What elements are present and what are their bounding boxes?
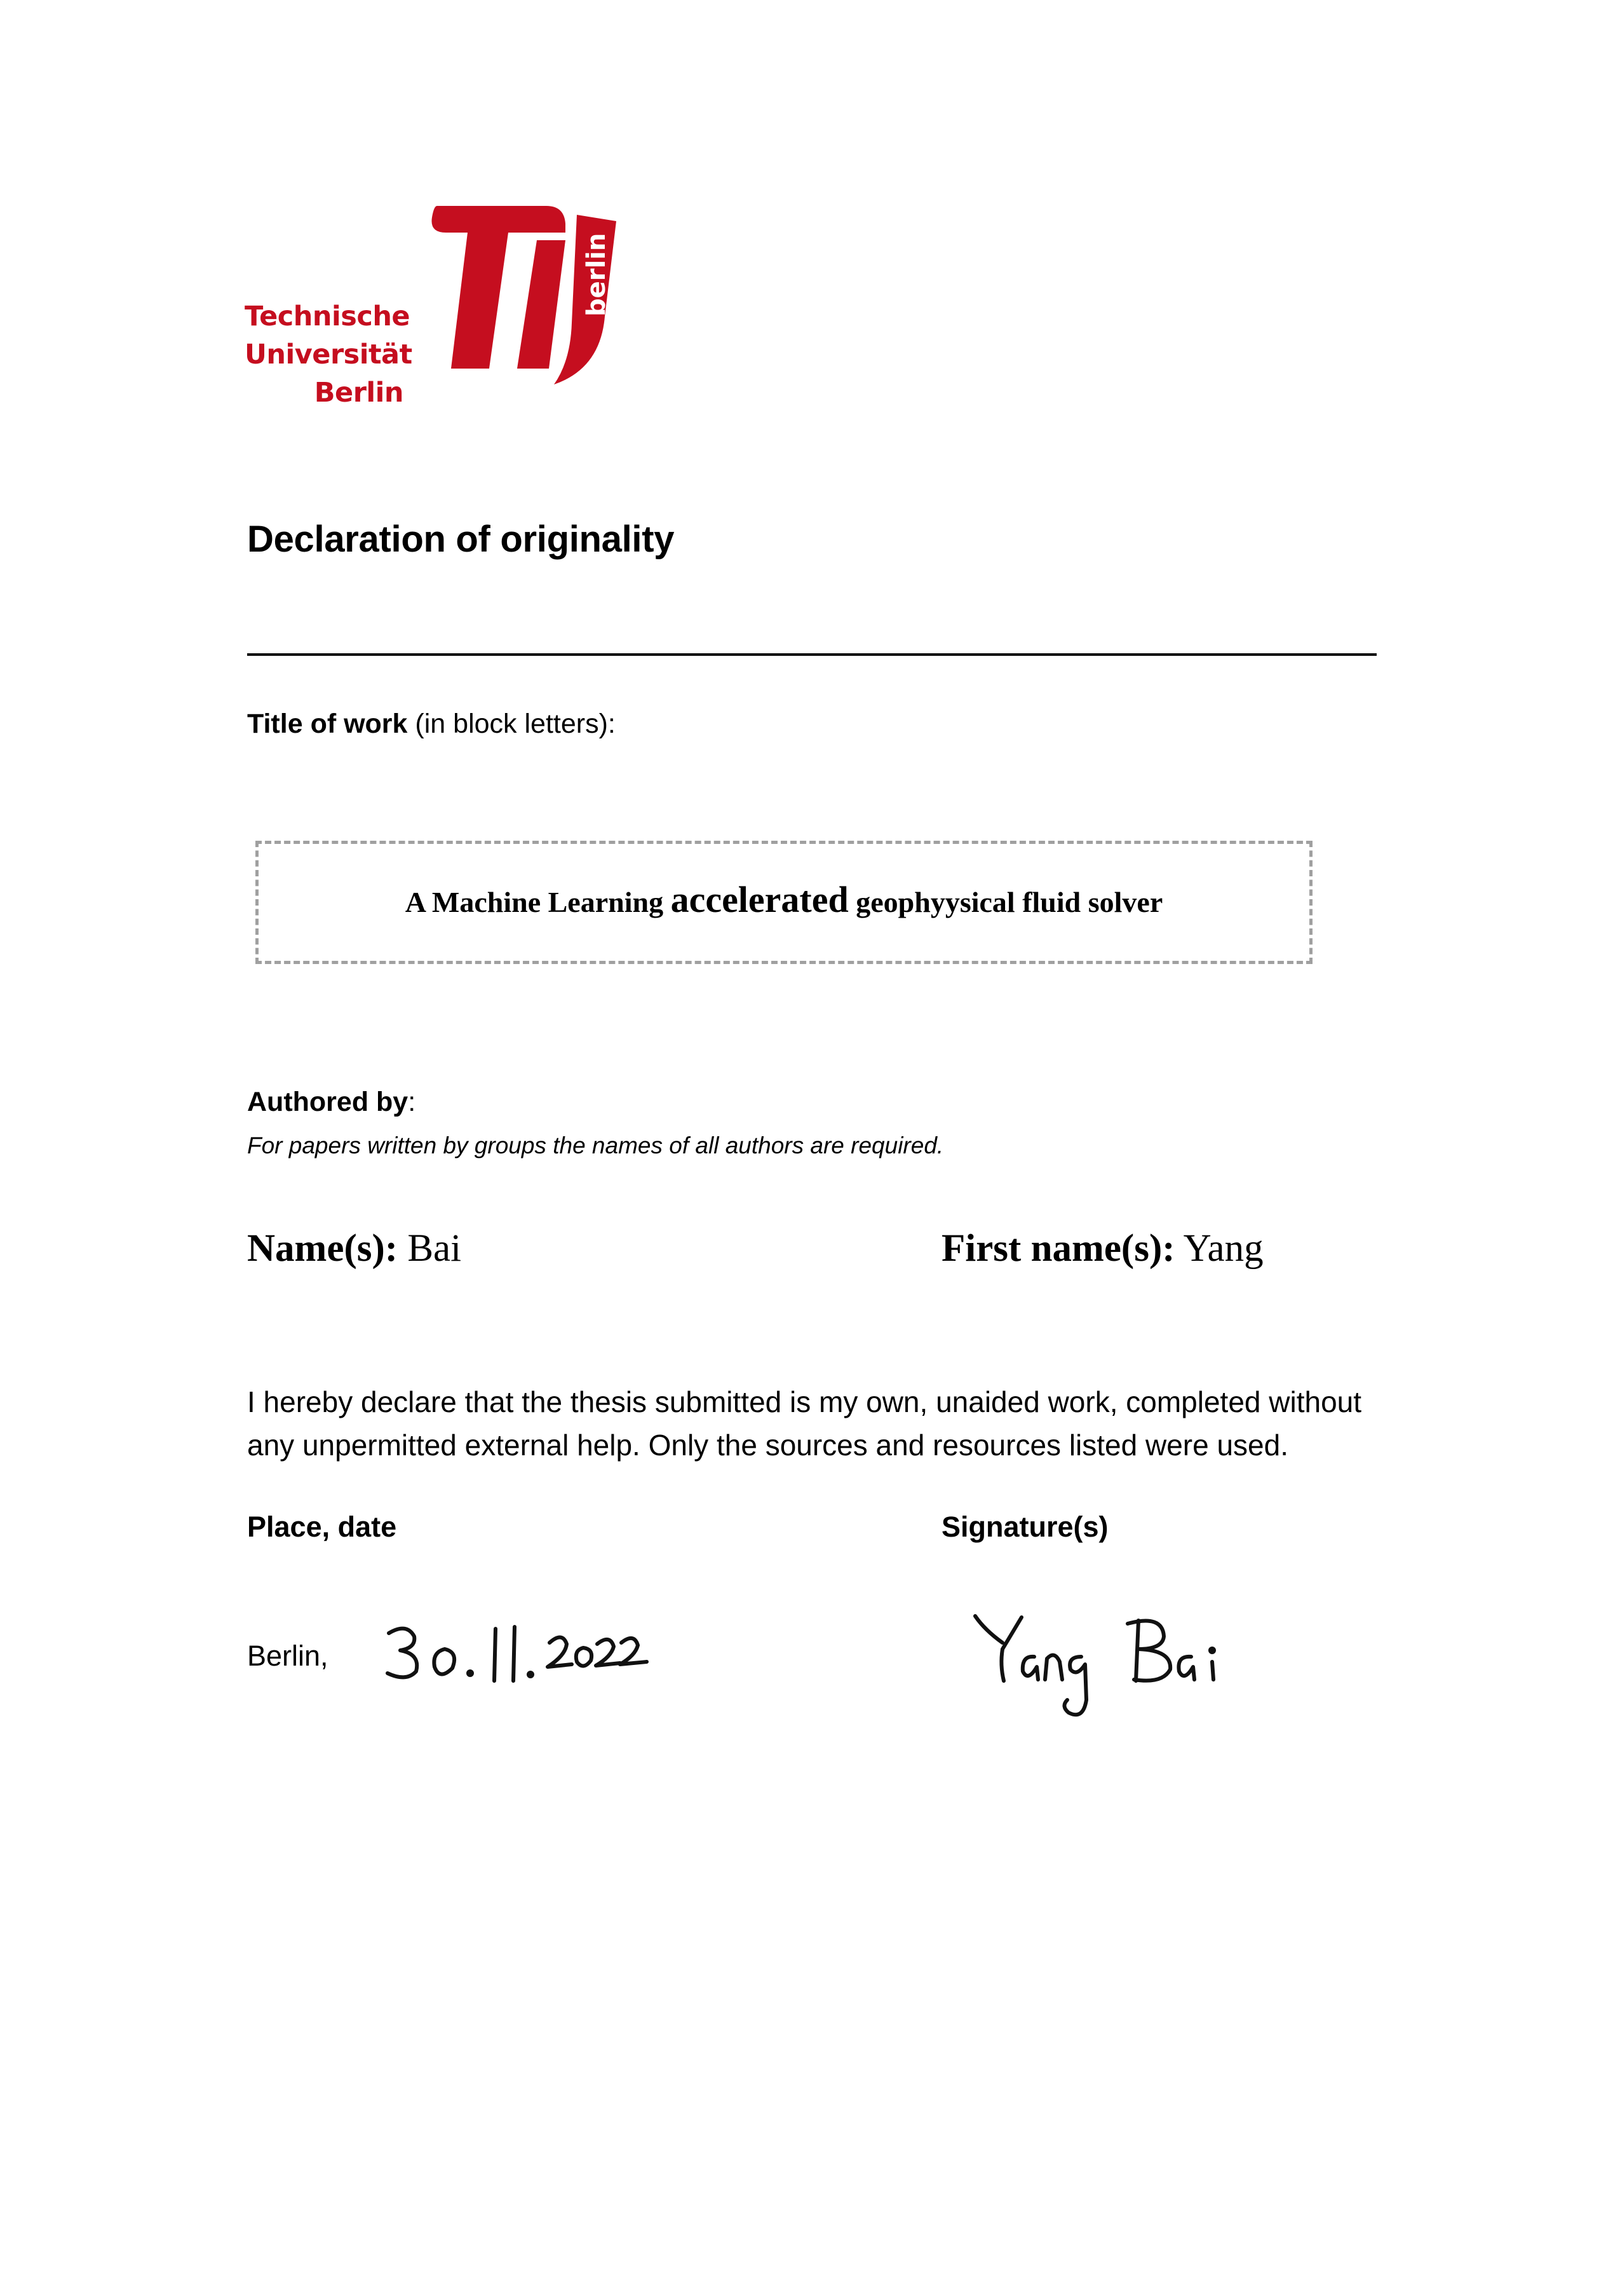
author-name <box>247 1226 461 1271</box>
authored-by-bold: Authored by <box>247 1087 408 1117</box>
title-value-part3: geophyysical fluid solver <box>848 885 1163 918</box>
title-label-rest: (in block letters): <box>407 709 616 739</box>
place-value: Berlin, <box>247 1640 328 1672</box>
logo-line-1: Technische <box>245 301 410 332</box>
title-label-bold: Title of work <box>247 709 408 739</box>
title-value-part2: accelerated <box>670 878 849 920</box>
title-of-work-value <box>405 878 1163 921</box>
handwritten-date <box>381 1617 648 1687</box>
logo-berlin-vertical: berlin <box>582 233 611 316</box>
divider <box>247 653 1377 656</box>
authored-by-colon: : <box>408 1087 416 1117</box>
handwritten-signature <box>972 1611 1252 1722</box>
authored-by-note: For papers written by groups the names of all authors are required. <box>247 1132 944 1158</box>
title-of-work-label <box>247 709 616 740</box>
name-label: Name(s): <box>247 1227 398 1270</box>
logo-wordmark <box>245 297 412 412</box>
logo-tu-mark <box>413 202 619 393</box>
declaration-text: I hereby declare that the thesis submitted is my own, unaided work, completed without any unpermitted external help. Only the sources and resources listed were used. <box>247 1385 1362 1462</box>
logo-line-2: Universität <box>245 339 412 370</box>
place-date-label: Place, date <box>247 1511 397 1543</box>
first-name-value: Yang <box>1175 1227 1264 1270</box>
first-name-label: First name(s): <box>942 1227 1175 1270</box>
signature-label: Signature(s) <box>942 1511 1109 1543</box>
author-first-name <box>942 1226 1264 1271</box>
page-title: Declaration of originality <box>247 519 675 560</box>
authored-by-label <box>247 1087 415 1118</box>
university-logo <box>245 202 619 418</box>
title-value-part1: A Machine Learning <box>405 885 671 918</box>
title-of-work-field[interactable] <box>255 841 1313 964</box>
logo-line-3: Berlin <box>314 377 403 409</box>
name-value: Bai <box>398 1227 462 1270</box>
